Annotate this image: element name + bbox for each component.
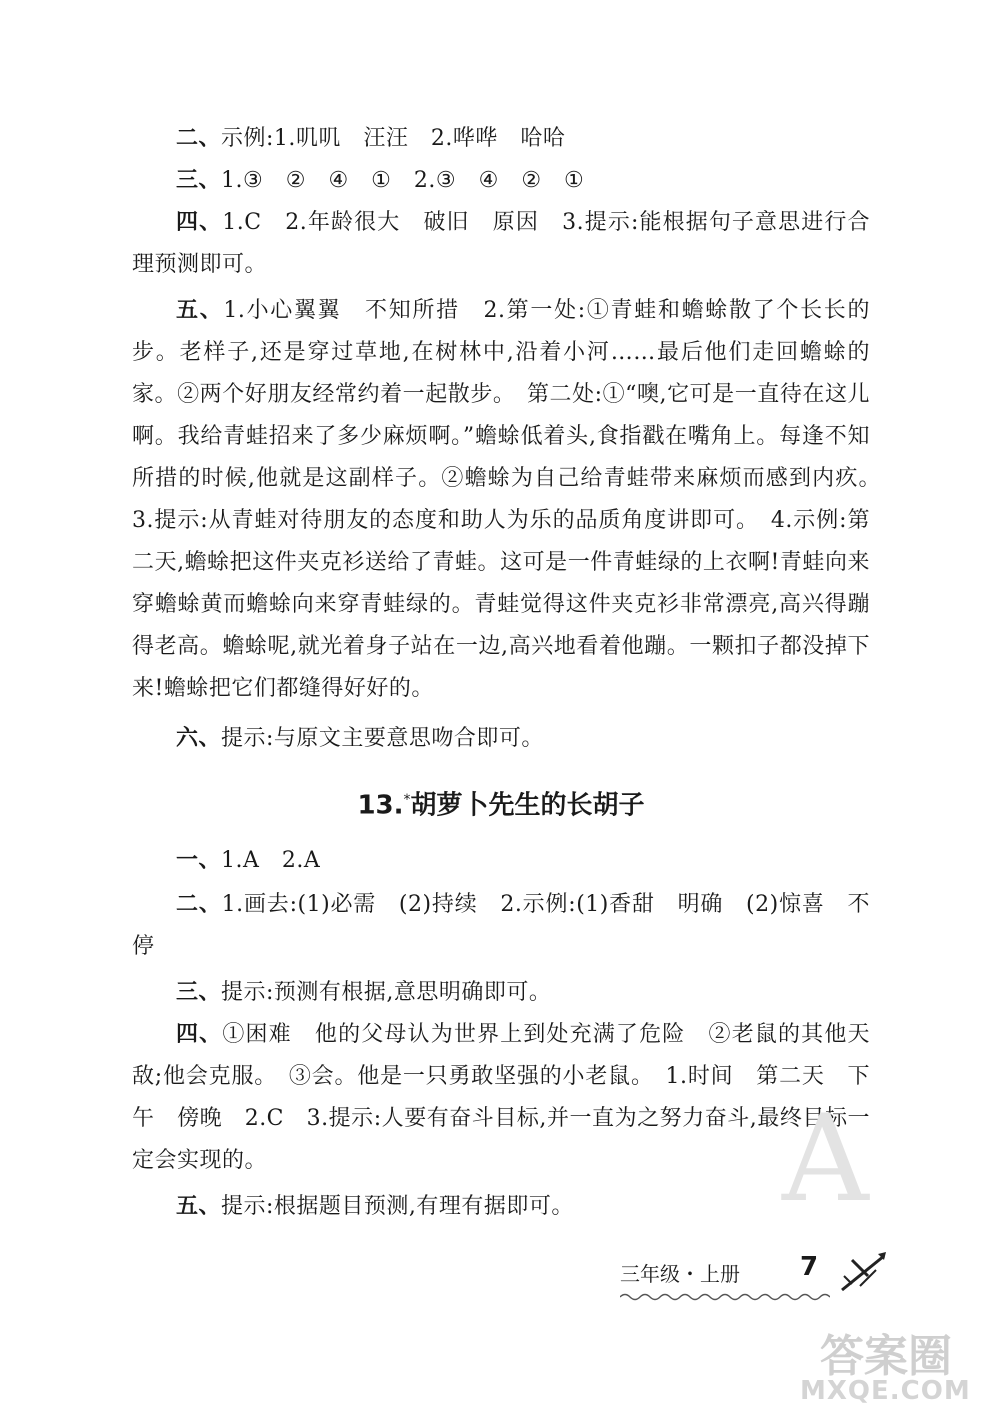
answer-item-4 bbox=[132, 202, 870, 286]
page-number: 7 bbox=[800, 1252, 819, 1282]
answer-item-4 bbox=[132, 1014, 870, 1182]
item-number: 三、 bbox=[176, 980, 222, 1005]
answer-item-5 bbox=[132, 290, 893, 710]
item-number: 五、 bbox=[176, 1194, 222, 1219]
item-number: 四、 bbox=[176, 1022, 223, 1047]
item-number: 六、 bbox=[176, 726, 222, 751]
item-number: 三、 bbox=[176, 168, 222, 193]
wavy-underline-icon bbox=[620, 1292, 830, 1302]
grade-label: 三年级・上册 bbox=[620, 1262, 740, 1286]
answer-item-3 bbox=[132, 160, 870, 202]
answer-text: 1.小心翼翼 不知所措 2.第一处:①青蛙和蟾蜍散了个长长的步。老样子,还是穿过草地,在树林中,沿着小河……最后他们走回蟾蜍的家。②两个好朋友经常约着一起散步。 第二处:①“噢,它可是一直待在这儿啊。我给青蛙招来了多少麻烦啊。”蟾蜍低着头,食指戳在嘴角上。每逢不知所措的时候,他就是这副样子。②蟾蜍为自己给青蛙带来麻烦而感到内疚。 3.提示:从青蛙对待朋友的态度和助人为乐的品质角度讲即可。 4.示例:第二天,蟾蜍把这件夹克衫送给了青蛙。这可是一件青蛙绿的上衣啊!青蛙向来穿蟾蜍黄而蟾蜍向来穿青蛙绿的。青蛙觉得这件夹克衫非常漂亮,高兴得蹦得老高。蟾蜍呢,就光着身子站在一边,高兴地看着他蹦。一颗扣子都没掉下来!蟾蜍把它们都缝得好好的。 bbox=[132, 298, 893, 701]
answer-text: 提示:根据题目预测,有理有据即可。 bbox=[221, 1194, 574, 1219]
answer-text: 1.画去:(1)必需 (2)持续 2.示例:(1)香甜 明确 (2)惊喜 不停 bbox=[132, 892, 870, 959]
answer-text: 示例:1.叽叽 汪汪 2.哗哗 哈哈 bbox=[221, 126, 566, 151]
lesson-title bbox=[132, 778, 870, 828]
answer-text: 提示:与原文主要意思吻合即可。 bbox=[221, 726, 544, 751]
answer-text: 提示:预测有根据,意思明确即可。 bbox=[221, 980, 552, 1005]
item-number: 五、 bbox=[176, 298, 224, 323]
answer-text: 1.A 2.A bbox=[221, 848, 321, 873]
answer-text: ①困难 他的父母认为世界上到处充满了危险 ②老鼠的其他天敌;他会克服。 ③会。他是一只勇敢坚强的小老鼠。 1.时间 第二天 下午 傍晚 2.C 3.提示:人要有奋斗目标,并一直为之努力奋斗,最终目标一定会实现的。 bbox=[132, 1022, 870, 1173]
item-number: 二、 bbox=[176, 126, 222, 151]
answer-item-2 bbox=[132, 884, 870, 968]
watermark-url: MXQE.COM bbox=[800, 1376, 971, 1406]
answer-item-6 bbox=[132, 718, 870, 760]
decorative-letter-a: A bbox=[782, 1090, 869, 1229]
answer-item-5 bbox=[132, 1186, 870, 1228]
item-number: 二、 bbox=[176, 892, 222, 917]
lesson-name: 胡萝卜先生的长胡子 bbox=[410, 790, 645, 821]
answer-item-1 bbox=[132, 840, 870, 882]
answer-item-2 bbox=[132, 118, 870, 160]
lesson-number: 13. bbox=[357, 790, 404, 821]
item-number: 四、 bbox=[176, 210, 223, 235]
item-number: 一、 bbox=[176, 848, 222, 873]
answer-text: 1.C 2.年龄很大 破旧 原因 3.提示:能根据句子意思进行合理预测即可。 bbox=[132, 210, 870, 277]
optional-lesson-star: * bbox=[403, 792, 411, 808]
answer-text: 1.③ ② ④ ① 2.③ ④ ② ① bbox=[221, 168, 585, 193]
answer-item-3 bbox=[132, 972, 870, 1014]
page-footer bbox=[620, 1250, 890, 1310]
watermark-logo: 答案圈 bbox=[820, 1331, 952, 1382]
airplane-icon bbox=[838, 1250, 888, 1296]
